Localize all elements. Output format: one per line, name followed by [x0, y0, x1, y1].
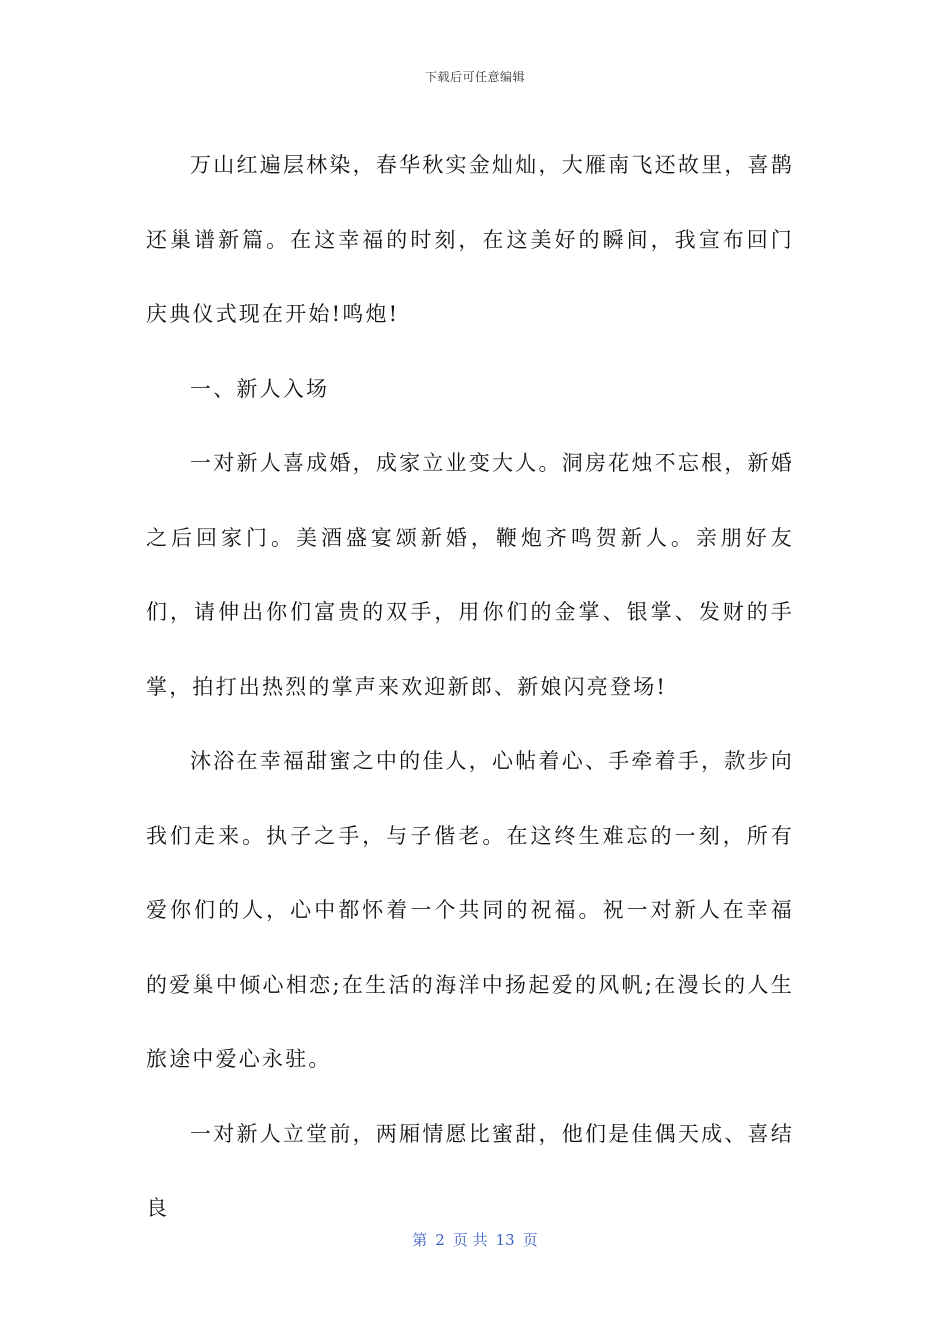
paragraph-opening: 万山红遍层林染，春华秋实金灿灿，大雁南飞还故里，喜鹊还巢谱新篇。在这幸福的时刻，在这美好的瞬间，我宣布回门庆典仪式现在开始!鸣炮! — [146, 153, 794, 326]
header-note: 下载后可任意编辑 — [424, 70, 525, 84]
footer-suffix: 页 — [522, 1231, 538, 1249]
paragraph-entrance: 一对新人喜成婚，成家立业变大人。洞房花烛不忘根，新婚之后回家门。美酒盛宴颂新婚，鞭炮齐鸣贺新人。亲朋好友们，请伸出你们富贵的双手，用你们的金掌、银掌、发财的手掌，拍打出热烈的掌声来欢迎新郎、新娘闪亮登场! — [146, 451, 794, 699]
footer-middle: 页 共 — [452, 1231, 488, 1249]
footer-total-pages: 13 — [495, 1231, 515, 1249]
section-heading: 一、新人入场 — [190, 376, 330, 401]
paragraph-continued: 一对新人立堂前，两厢情愿比蜜甜，他们是佳偶天成、喜结良 — [146, 1121, 794, 1220]
footer-prefix: 第 — [412, 1231, 428, 1249]
document-body — [146, 128, 794, 1246]
page-footer — [0, 1229, 950, 1250]
footer-current-page: 2 — [435, 1231, 445, 1249]
paragraph-blessing: 沐浴在幸福甜蜜之中的佳人，心帖着心、手牵着手，款步向我们走来。执子之手，与子偕老。在这终生难忘的一刻，所有爱你们的人，心中都怀着一个共同的祝福。祝一对新人在幸福的爱巢中倾心相恋;在生活的海洋中扬起爱的风帆;在漫长的人生旅途中爱心永驻。 — [146, 749, 794, 1071]
